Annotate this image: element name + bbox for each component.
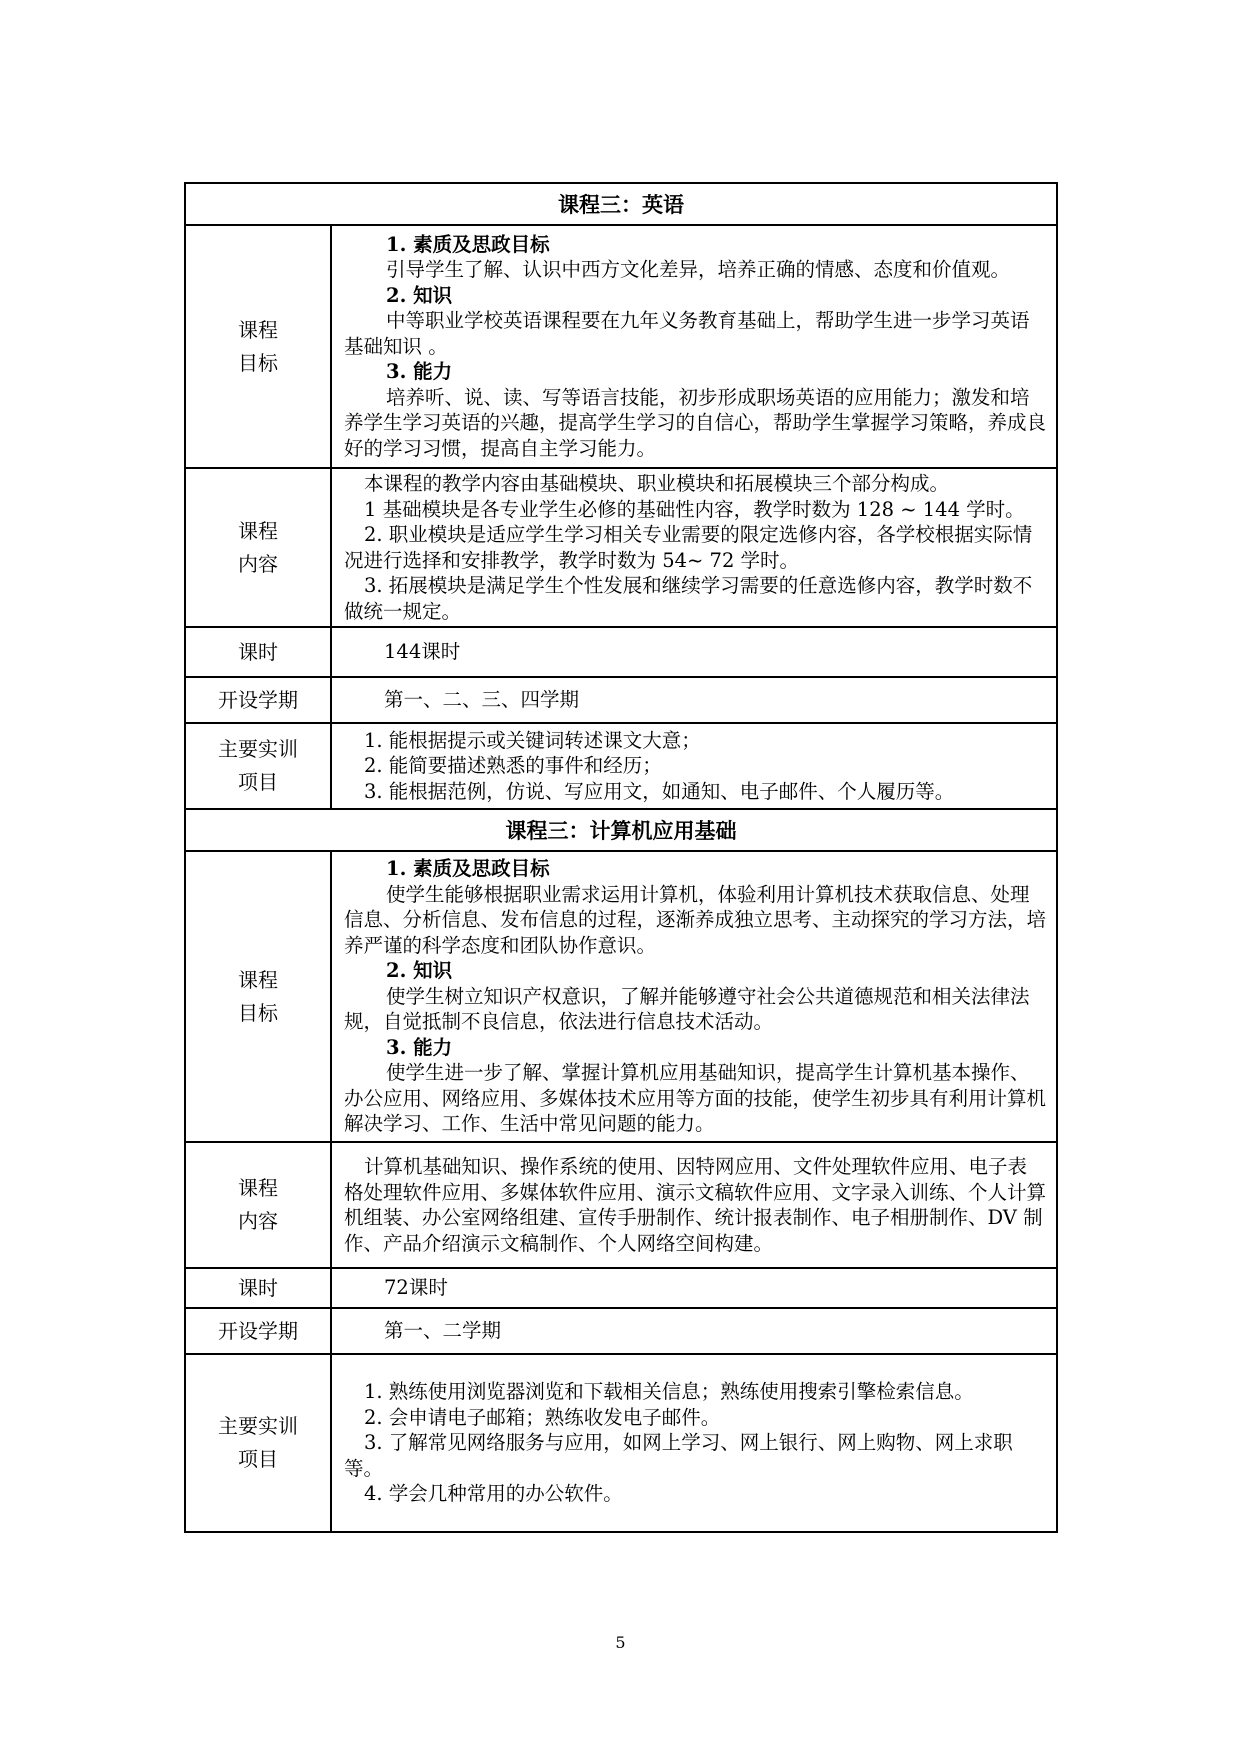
label-hours: 课时 [185, 1268, 331, 1308]
content-line: 3. 拓展模块是满足学生个性发展和继续学习需要的任意选修内容，教学时数不做统一规定。 [344, 574, 1033, 623]
objective-heading: 3. 能力 [386, 360, 453, 384]
label-objectives: 课程 目标 [185, 225, 331, 468]
objective-text: 使学生进一步了解、掌握计算机应用基础知识，提高学生计算机基本操作、办公应用、网络应用、多媒体技术应用等方面的技能，使学生初步具有利用计算机解决学习、工作、生活中常见问题的能力。 [344, 1061, 1047, 1136]
objective-text: 中等职业学校英语课程要在九年义务教育基础上，帮助学生进一步学习英语基础知识 。 [344, 309, 1030, 358]
semester-value: 第一、二、三、四学期 [331, 677, 1057, 723]
row-hours [185, 1268, 1057, 1308]
row-objectives [185, 225, 1057, 468]
training-item: 1. 熟练使用浏览器浏览和下载相关信息；熟练使用搜索引擎检索信息。 [364, 1380, 974, 1404]
label-semester: 开设学期 [185, 1308, 331, 1354]
training-item: 1. 能根据提示或关键词转述课文大意； [364, 728, 701, 752]
course-content [331, 468, 1057, 627]
objective-text: 使学生能够根据职业需求运用计算机，体验利用计算机技术获取信息、处理信息、分析信息、发布信息的过程，逐渐养成独立思考、主动探究的学习方法，培养严谨的科学态度和团队协作意识。 [344, 882, 1047, 957]
page-number: 5 [615, 1633, 626, 1652]
content-line: 2. 职业模块是适应学生学习相关专业需要的限定选修内容，各学校根据实际情况进行选择和安排教学，教学时数为 54~ 72 学时。 [344, 523, 1033, 572]
label-objectives: 课程 目标 [185, 851, 331, 1142]
label-semester: 开设学期 [185, 677, 331, 723]
content-line: 本课程的教学内容由基础模块、职业模块和拓展模块三个部分构成。 [364, 472, 950, 495]
row-training [185, 1354, 1057, 1532]
objective-text: 使学生树立知识产权意识，了解并能够遵守社会公共道德规范和相关法律法规，自觉抵制不良信息，依法进行信息技术活动。 [344, 984, 1030, 1034]
hours-value: 144课时 [331, 627, 1057, 677]
course-table [184, 182, 1058, 1533]
objective-text: 培养听、说、读、写等语言技能，初步形成职场英语的应用能力；激发和培养学生学习英语的兴趣，提高学生学习的自信心，帮助学生掌握学习策略，养成良好的学习习惯，提高自主学习能力。 [344, 385, 1047, 460]
objectives-content [331, 851, 1057, 1142]
label-content: 课程 内容 [185, 1142, 331, 1268]
training-item: 3. 能根据范例，仿说、写应用文，如通知、电子邮件、个人履历等。 [364, 779, 955, 803]
row-content [185, 1142, 1057, 1268]
content-line: 1 基础模块是各专业学生必修的基础性内容，教学时数为 128 ~ 144 学时。 [364, 497, 1025, 521]
label-content: 课程 内容 [185, 468, 331, 627]
objective-heading: 1. 素质及思政目标 [386, 857, 550, 881]
training-item: 3. 了解常见网络服务与应用，如网上学习、网上银行、网上购物、网上求职等。 [344, 1431, 1013, 1480]
content-line: 计算机基础知识、操作系统的使用、因特网应用、文件处理软件应用、电子表格处理软件应用、多媒体软件应用、演示文稿软件应用、文字录入训练、个人计算机组装、办公室网络组建、宣传手册制作、统计报表制作、电子相册制作、DV 制作、产品介绍演示文稿制作、个人网络空间构建。 [344, 1155, 1047, 1255]
training-list [331, 1354, 1057, 1532]
course-title: 课程三：英语 [185, 183, 1057, 225]
label-training: 主要实训 项目 [185, 1354, 331, 1532]
course-title: 课程三：计算机应用基础 [185, 809, 1057, 851]
objective-heading: 2. 知识 [386, 283, 453, 307]
semester-value: 第一、二学期 [331, 1308, 1057, 1354]
hours-value: 72课时 [331, 1268, 1057, 1308]
row-semester [185, 677, 1057, 723]
row-objectives [185, 851, 1057, 1142]
objective-text: 引导学生了解、认识中西方文化差异，培养正确的情感、态度和价值观。 [386, 258, 1011, 282]
training-item: 2. 会申请电子邮箱；熟练收发电子邮件。 [364, 1405, 721, 1429]
course-header-english [185, 183, 1057, 225]
training-item: 4. 学会几种常用的办公软件。 [364, 1482, 623, 1506]
objective-heading: 2. 知识 [386, 959, 453, 983]
objectives-content [331, 225, 1057, 468]
training-item: 2. 能简要描述熟悉的事件和经历； [364, 754, 662, 778]
row-semester [185, 1308, 1057, 1354]
course-header-computer [185, 809, 1057, 851]
course-content [331, 1142, 1057, 1268]
training-list [331, 723, 1057, 809]
label-training: 主要实训 项目 [185, 723, 331, 809]
row-training [185, 723, 1057, 809]
row-hours [185, 627, 1057, 677]
row-content [185, 468, 1057, 627]
objective-heading: 3. 能力 [386, 1035, 453, 1059]
objective-heading: 1. 素质及思政目标 [386, 232, 550, 256]
label-hours: 课时 [185, 627, 331, 677]
